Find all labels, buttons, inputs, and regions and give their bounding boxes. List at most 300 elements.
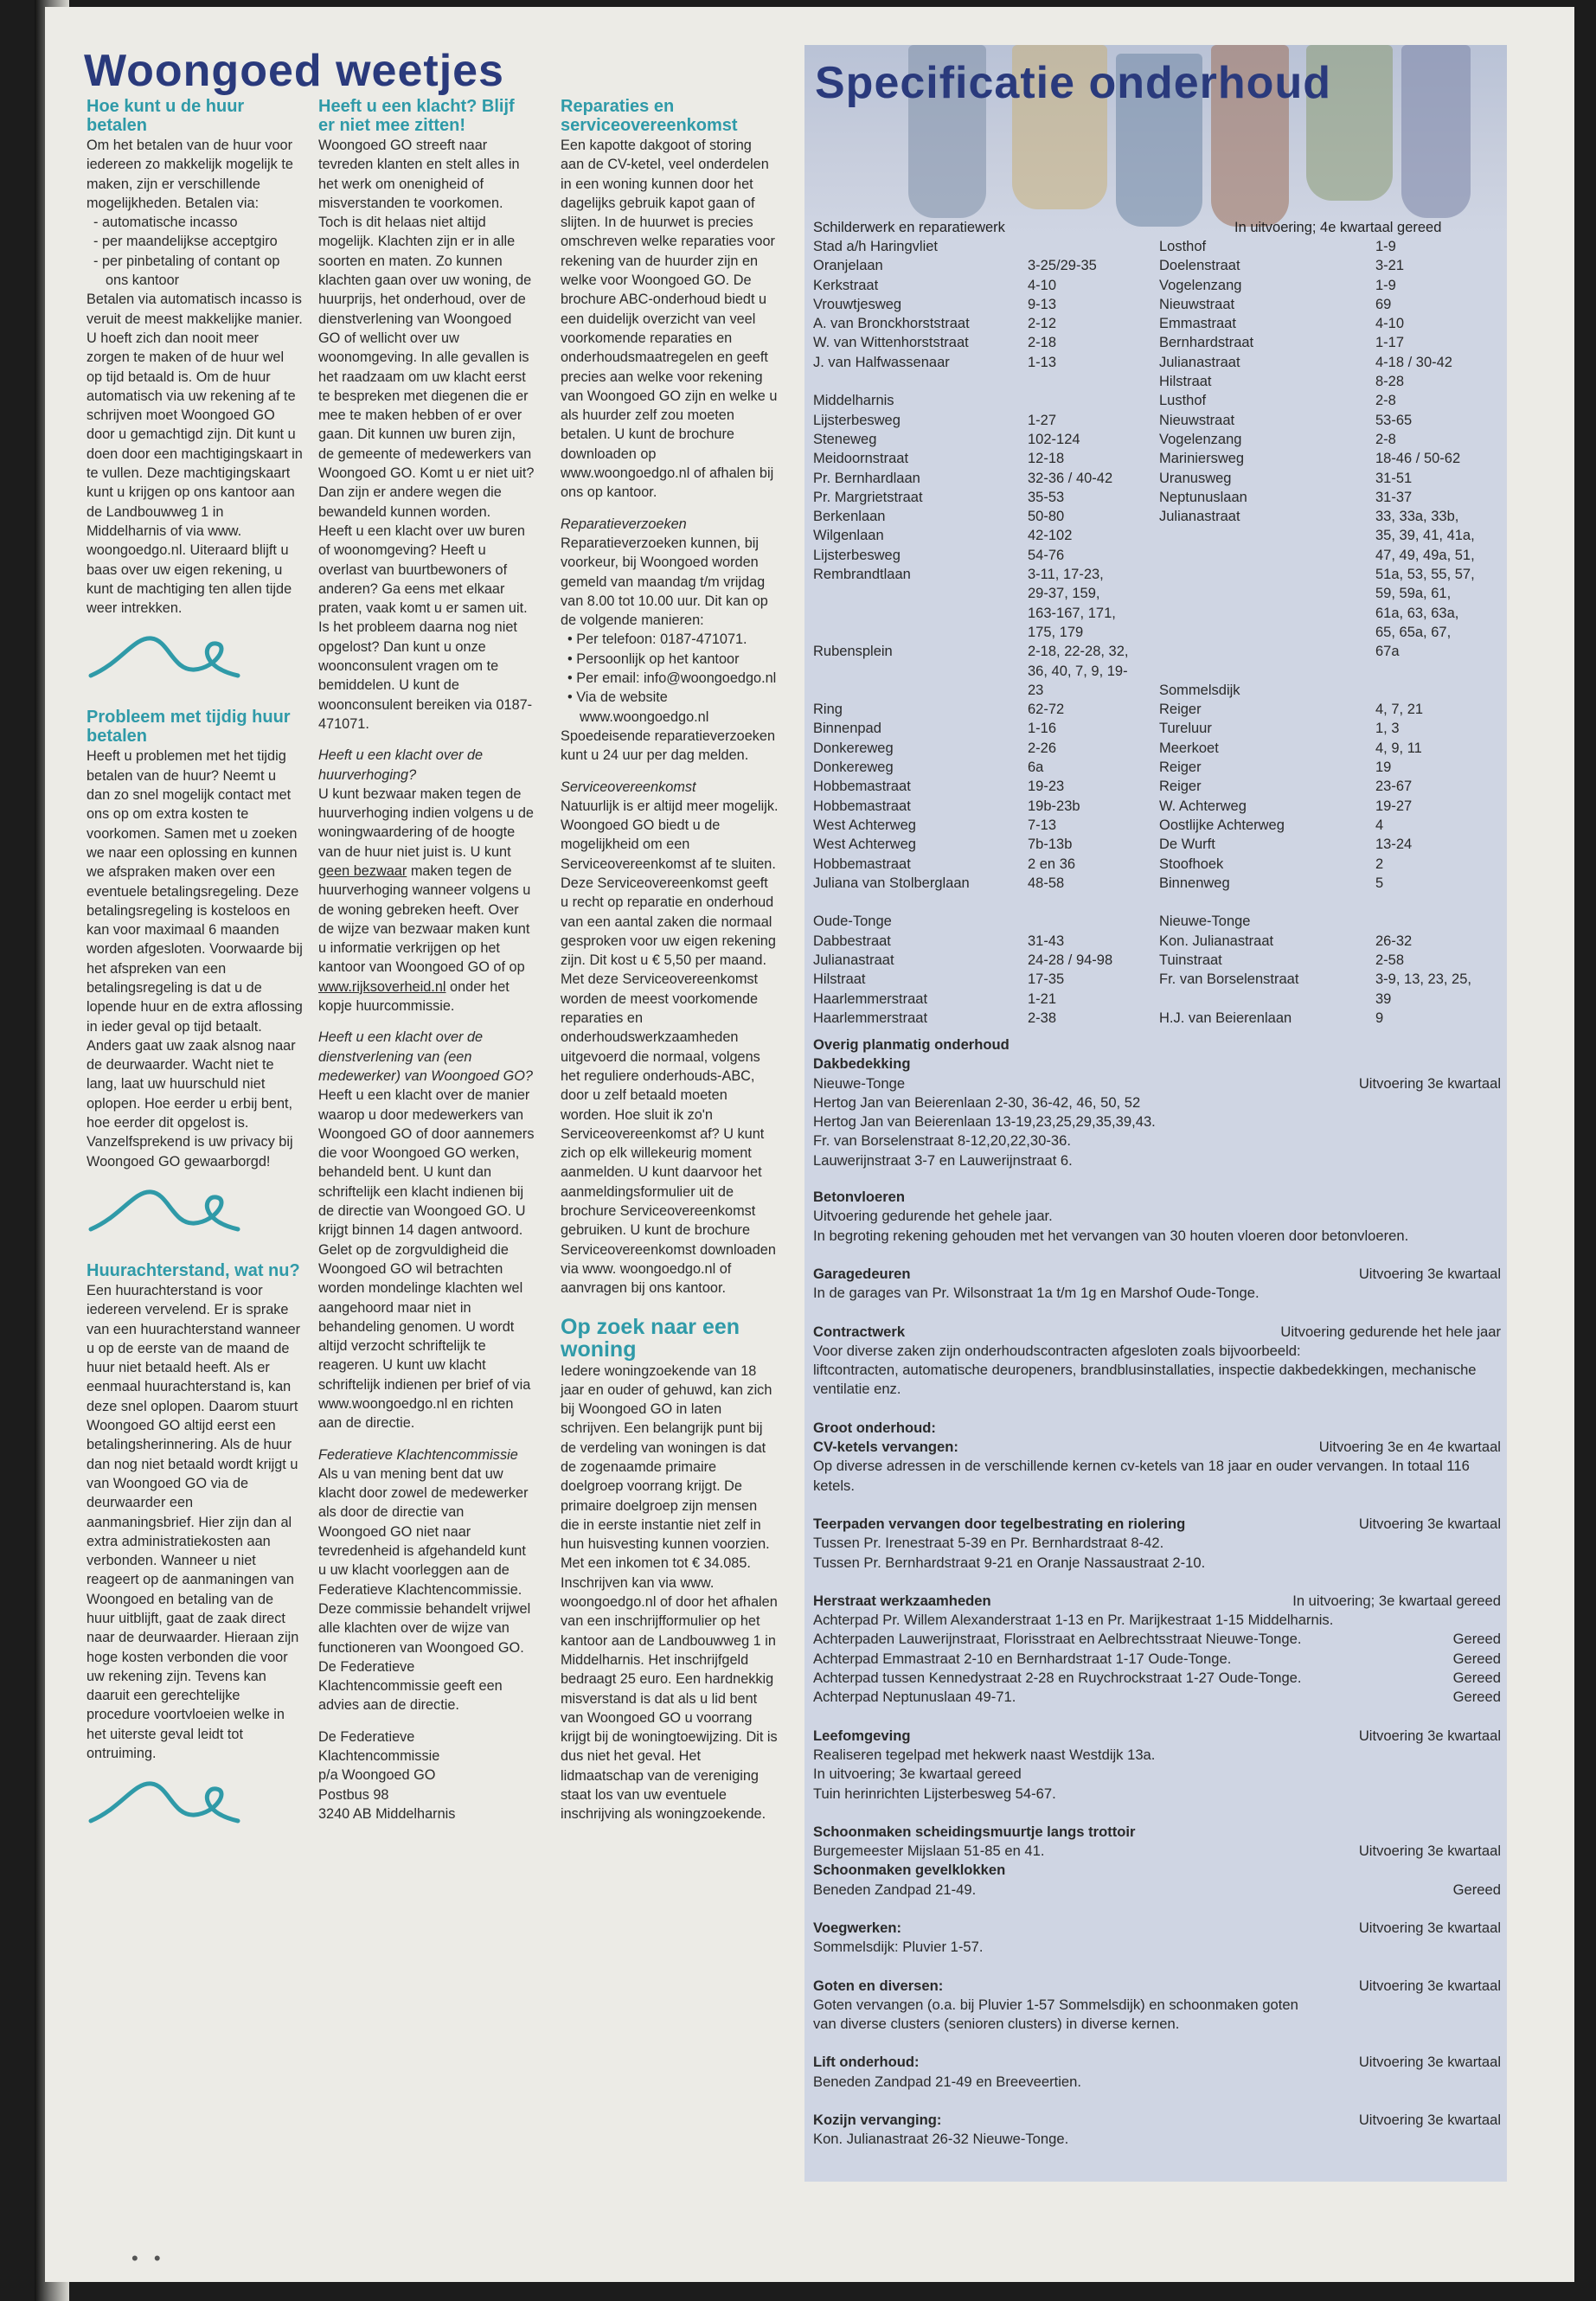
street-name: Julianastraat: [1159, 509, 1240, 525]
house-numbers: 50-80: [1028, 509, 1065, 525]
schedule-row: [813, 739, 1142, 758]
house-numbers: 4-10: [1375, 316, 1405, 332]
block-groot-onderhoud: Groot onderhoud: CV-ketels vervangen: Uitvoering 3e en 4e kwartaal Op diverse adressen in de verschillende kernen cv-ketels van 18 jaar en ouder vervangen. In totaal 116 ketels.: [813, 1419, 1501, 1494]
house-numbers: 5: [1375, 875, 1384, 891]
schedule-row: [1159, 604, 1498, 623]
house-numbers: 6a: [1028, 760, 1044, 776]
street-name: Julianastraat: [813, 952, 894, 968]
paragraph: Iedere woningzoekende van 18 jaar en ouder of gehuwd, kan zich bij Woongoed GO in laten schrijven. Een belangrijk punt bij de verdeling van woningen is dat de zogenaamde primaire doelgroep voorrang krijgt. De primaire doelgroep zijn mensen die in eerste instantie niet zelf in hun huisvesting kunnen voorzien. Met een inkomen tot € 34.085. Inschrijven kan via www. woongoedgo.nl of door het afhalen van een inschrijfformulier op het kantoor aan de Landbouwweg 1 in Middelharnis. Het inschrijfgeld bedraagt 25 euro. Een hardnekkig misverstand is dat als u lid bent van Woongoed GO u voorrang krijgt bij de woningtoewijzing. Dit is dus niet het geval. Het lidmaatschap van de vereniging staat los van uw eventuele inschrijving als woningzoekende.: [561, 1362, 778, 1823]
street-name: J. van Halfwassenaar: [813, 354, 950, 370]
schedule-right: [1159, 237, 1498, 1028]
street-name: Kerkstraat: [813, 277, 879, 293]
schedule-row: [1159, 777, 1498, 796]
street-name: Meerkoet: [1159, 740, 1219, 756]
paragraph-huurverhoging: U kunt bezwaar maken tegen de huurverhoging indien volgens u de woningwaardering of de hoogte van de huur niet juist is. U kunt geen bezwaar maken tegen de huurverhoging wanneer volgens u de woning gebreken heeft. Over de wijze van bezwaar maken kunt u informatie verkrijgen op het kantoor van Woongoed GO of op www.rijksoverheid.nl onder het kopje huurcommissie.: [318, 785, 534, 1015]
schedule-row: [813, 488, 1142, 507]
schedule-row: [1159, 507, 1498, 526]
status-badge: Gereed: [1452, 1881, 1501, 1898]
schedule-row: [813, 951, 1142, 970]
street-name: Emmastraat: [1159, 316, 1236, 332]
schedule-row: [1159, 237, 1498, 256]
paragraph: Om het betalen van de huur voor iedereen zo makkelijk mogelijk te maken, zijn er verschillende mogelijkheden. Betalen via:: [87, 138, 293, 211]
schedule-row: [1159, 662, 1498, 681]
list-item: - automatische incasso: [106, 213, 303, 232]
house-numbers: [1375, 662, 1498, 681]
schedule-row: [813, 565, 1142, 584]
street-name: [1159, 604, 1375, 623]
brush-icon: [1401, 45, 1471, 218]
status-badge: Uitvoering 3e kwartaal: [1358, 2054, 1501, 2071]
schedule-row: [1159, 797, 1498, 816]
schedule-row: [813, 1009, 1142, 1028]
street-name: De Wurft: [1159, 836, 1215, 853]
street-name: Lijsterbesweg: [813, 547, 901, 563]
street-name: Berkenlaan: [813, 509, 886, 525]
street-name: Meidoornstraat: [813, 451, 909, 467]
status-badge: Uitvoering 3e en 4e kwartaal: [1318, 1439, 1501, 1456]
heading-huur-betalen: Hoe kunt u de huur betalen: [87, 97, 245, 135]
schedule-row: [1159, 565, 1498, 584]
schedule-row: [813, 333, 1142, 352]
status-badge: Uitvoering 3e kwartaal: [1358, 1074, 1501, 1092]
schedule-row: [1159, 256, 1498, 275]
street-name: Rembrandtlaan: [813, 567, 911, 583]
street-name: [813, 372, 1028, 391]
street-name: Lusthof: [1159, 393, 1207, 409]
street-name: Oude-Tonge: [813, 913, 892, 930]
house-numbers: 48-58: [1028, 875, 1065, 891]
house-numbers: 4: [1375, 817, 1384, 833]
house-numbers: 175, 179: [1028, 624, 1084, 640]
schedule-row: [813, 391, 1142, 410]
schedule-row: [1159, 449, 1498, 468]
street-name: A. van Bronckhorststraat: [813, 316, 970, 332]
schedule-row: [1159, 333, 1498, 352]
status-badge: Uitvoering 3e kwartaal: [1358, 2112, 1501, 2129]
house-numbers: 4-18 / 30-42: [1375, 354, 1452, 370]
schedule-row: [813, 469, 1142, 488]
list-item: • Per telefoon: 0187-471071.: [580, 630, 779, 649]
street-name: [1159, 990, 1375, 1009]
paragraph: Als u van mening bent dat uw klacht door zowel de medewerker als door de directie van Woongoed GO niet naar tevredenheid is afgehandeld kunt u uw klacht voorleggen aan de Federatieve Klachtencommissie. Deze commissie behandelt vrijwel alle klachten over de wijze van functioneren van Woongoed GO. De Federatieve Klachtencommissie geeft een advies aan de directie.: [318, 1465, 531, 1714]
house-numbers: 35-53: [1028, 489, 1065, 505]
schedule-row: [1159, 353, 1498, 372]
house-numbers: 9: [1375, 1009, 1384, 1026]
house-numbers: [1375, 912, 1498, 931]
house-numbers: 17-35: [1028, 971, 1065, 988]
flourish-icon: [87, 628, 242, 689]
street-name: Steneweg: [813, 431, 877, 447]
street-name: [1159, 662, 1375, 681]
street-name: Reiger: [1159, 779, 1202, 795]
schedule-row: [1159, 681, 1498, 700]
schedule-row: [813, 372, 1142, 391]
street-name: Nieuwstraat: [1159, 412, 1235, 428]
house-numbers: [1028, 372, 1142, 391]
schedule-row: [813, 507, 1142, 526]
schedule-row: [1159, 816, 1498, 835]
house-numbers: 9-13: [1028, 296, 1057, 312]
house-numbers: 31-37: [1375, 489, 1413, 505]
street-name: Haarlemmerstraat: [813, 990, 928, 1007]
list-item: • Via de website www.woongoedgo.nl: [580, 688, 779, 727]
subheading-dienstverlening: Heeft u een klacht over de dienstverlening van (een medewerker) van Woongoed GO?: [318, 1029, 533, 1084]
house-numbers: 2-12: [1028, 316, 1057, 332]
street-name: Oostlijke Achterweg: [1159, 817, 1285, 833]
paragraph: Een huurachterstand is voor iedereen vervelend. Er is sprake van een huurachterstand wanneer u op de eerste van de maand de huur niet betaald heeft. Als er eenmaal huurachterstand is, kan deze snel oplopen. Daarom stuurt Woongoed GO altijd eerst een betalingsherinnering. Als de huur dan nog niet betaald wordt krijgt u van Woongoed GO via de deurwaarder een aanmaningsbrief. Hier zijn dan al extra administratiekosten aan verbonden. Wanneer u niet reageert op de aanmaningen van Woongoed en betaling van de huur uitblijft, gaat de zaak direct naar de deurwaarder. Hieraan zijn hoge kosten verbonden die voor uw rekening zijn. Tevens kan daaruit een gerechtelijke procedure voortvloeien welke in het uiterste geval leidt tot ontruiming.: [87, 1282, 301, 1762]
street-name: Reiger: [1159, 760, 1202, 776]
street-name: Doelenstraat: [1159, 258, 1240, 274]
house-numbers: 1-17: [1375, 335, 1405, 351]
schedule-row: [813, 546, 1142, 565]
house-numbers: 12-18: [1028, 451, 1065, 467]
street-name: Haarlemmerstraat: [813, 1009, 928, 1026]
subheading-federatieve: Federatieve Klachtencommissie: [318, 1446, 518, 1463]
street-name: Juliana van Stolberglaan: [813, 875, 970, 891]
block-schoonmaken: Schoonmaken scheidingsmuurtje langs trottoir Burgemeester Mijslaan 51-85 en 41. Uitvoering 3e kwartaal Schoonmaken gevelklokken Beneden Zandpad 21-49. Gereed: [813, 1823, 1501, 1900]
house-numbers: 53-65: [1375, 412, 1413, 428]
schedule-row: [1159, 391, 1498, 410]
schedule-row: [1159, 835, 1498, 854]
schedule-row: [813, 758, 1142, 777]
house-numbers: 67a: [1375, 644, 1400, 660]
schedule-row: [813, 912, 1142, 931]
street-name: Ring: [813, 702, 843, 718]
heading-reparaties: Reparaties en serviceovereenkomst: [561, 97, 738, 135]
heading-klacht: Heeft u een klacht? Blijf er niet mee zitten!: [318, 97, 515, 135]
house-numbers: 2-18, 22-28, 32,: [1028, 644, 1129, 660]
house-numbers: 8-28: [1375, 374, 1405, 390]
street-name: [813, 681, 1028, 700]
house-numbers: [1028, 237, 1142, 256]
house-numbers: 1, 3: [1375, 721, 1400, 737]
schedule-row: [813, 295, 1142, 314]
street-name: [1159, 546, 1375, 565]
street-name: [1159, 623, 1375, 642]
list-item: • Per email: info@woongoedgo.nl: [580, 669, 779, 688]
house-numbers: [1028, 893, 1142, 912]
heading-probleem-betalen: Probleem met tijdig huur betalen: [87, 708, 291, 747]
schedule-row: [813, 681, 1142, 700]
schedule-row: [1159, 932, 1498, 951]
house-numbers: 36, 40, 7, 9, 19-: [1028, 663, 1128, 679]
schedule-row: [813, 604, 1142, 623]
street-name: Binnenweg: [1159, 875, 1230, 891]
schedule-row: [1159, 372, 1498, 391]
house-numbers: 51a, 53, 55, 57,: [1375, 567, 1475, 583]
house-numbers: 4-10: [1028, 277, 1057, 293]
house-numbers: 19-23: [1028, 779, 1065, 795]
street-name: [1159, 565, 1375, 584]
street-name: [1159, 526, 1375, 545]
street-name: Vogelenzang: [1159, 431, 1242, 447]
street-name: Vrouwtjesweg: [813, 296, 902, 312]
house-numbers: 163-167, 171,: [1028, 605, 1116, 621]
street-name: Hilstraat: [1159, 374, 1212, 390]
street-name: Vogelenzang: [1159, 277, 1242, 293]
street-name: [813, 623, 1028, 642]
schedule-row: [1159, 951, 1498, 970]
street-name: [1159, 893, 1375, 912]
street-name: Uranusweg: [1159, 470, 1232, 486]
house-numbers: 102-124: [1028, 431, 1080, 447]
house-numbers: 19-27: [1375, 798, 1413, 814]
house-numbers: 13-24: [1375, 836, 1413, 853]
column-repairs: [561, 97, 779, 1824]
house-numbers: 7-13: [1028, 817, 1057, 833]
schedule-row: [1159, 526, 1498, 545]
street-name: Lijsterbesweg: [813, 412, 901, 428]
schedule-row: [1159, 411, 1498, 430]
schedule-row: [813, 719, 1142, 738]
house-numbers: 29-37, 159,: [1028, 586, 1100, 602]
heading-huurachterstand: Huurachterstand, wat nu?: [87, 1260, 300, 1280]
street-name: W. van Wittenhorststraat: [813, 335, 969, 351]
street-name: Pr. Bernhardlaan: [813, 470, 920, 486]
list-item: - per maandelijkse acceptgiro: [106, 232, 303, 251]
house-numbers: 2-58: [1375, 952, 1405, 968]
schedule-row: [813, 256, 1142, 275]
street-name: Dabbestraat: [813, 933, 891, 949]
house-numbers: 1-9: [1375, 277, 1396, 293]
house-numbers: 2 en 36: [1028, 856, 1076, 872]
status-badge: Uitvoering 3e kwartaal: [1358, 1727, 1501, 1744]
schedule-row: [813, 526, 1142, 545]
schedule-row: [813, 835, 1142, 854]
street-name: [1159, 642, 1375, 661]
schedule-header: Schilderwerk en reparatiewerk In uitvoering; 4e kwartaal gereed: [813, 220, 1442, 235]
schedule-row: [1159, 874, 1498, 893]
block-leefomgeving: Leefomgeving Uitvoering 3e kwartaal Realiseren tegelpad met hekwerk naast Westdijk 13a. In uitvoering; 3e kwartaal gereed Tuin herinrichten Lijsterbesweg 54-67.: [813, 1727, 1501, 1802]
schedule-row: [1159, 314, 1498, 333]
street-name: [1159, 584, 1375, 603]
house-numbers: 23-67: [1375, 779, 1413, 795]
street-name: Binnenpad: [813, 721, 881, 737]
house-numbers: 2: [1375, 856, 1384, 872]
schedule-row: [813, 642, 1142, 661]
schedule-row: [1159, 642, 1498, 661]
schedule-row: [1159, 276, 1498, 295]
block-goten: Goten en diversen: Uitvoering 3e kwartaal Goten vervangen (o.a. bij Pluvier 1-57 Sommelsdijk) en schoonmaken goten van diverse clusters (senioren clusters) in diverse kernen.: [813, 1977, 1501, 2033]
maintenance-panel: [804, 45, 1507, 2182]
house-numbers: 2-8: [1375, 393, 1396, 409]
street-name: Losthof: [1159, 239, 1207, 254]
paragraph: Natuurlijk is er altijd meer mogelijk. Woongoed GO biedt u de mogelijkheid om een Serviceovereenkomst af te sluiten. Deze Serviceovereenkomst geeft u recht op reparatie en onderhoud van een aantal zaken die normaal gesproken voor uw eigen rekening zijn. Dit kost u € 5,50 per maand. Met deze Serviceovereenkomst worden de meest voorkomende reparaties en onderhoudswerkzaamheden uitgevoerd die normaal, volgens het reguliere onderhouds-ABC, door u zelf betaald moeten worden. Hoe sluit ik zo'n Serviceovereenkomst af? U kunt zich op elk willekeurig moment aanmelden. U kunt daarvoor het aanmeldingsformulier uit de brochure Serviceovereenkomst gebruiken. U kunt de brochure Serviceovereenkomst downloaden via www. woongoedgo.nl of aanvragen bij ons kantoor.: [561, 798, 779, 1297]
house-numbers: 61a, 63, 63a,: [1375, 605, 1459, 621]
contact-methods-list: [561, 630, 779, 726]
schedule-row: [813, 816, 1142, 835]
schedule-row: [813, 584, 1142, 603]
house-numbers: 1-21: [1028, 990, 1057, 1007]
address-block: De Federatieve Klachtencommissie p/a Woongoed GO Postbus 98 3240 AB Middelharnis: [318, 1728, 456, 1822]
paragraph: Heeft u problemen met het tijdig betalen van de huur? Neemt u dan zo snel mogelijk contact met ons op om extra kosten te voorkomen. Samen met u zoeken we naar een oplossing en kunnen we afspraken maken over een eventuele betalingsregeling. Deze betalingsregeling is kosteloos en kan voor maximaal 6 maanden worden afgesloten. Voorwaarde bij het afspreken van een betalingsregeling is dat u de lopende huur en de extra aflossing in ieder geval op tijd betaalt. Anders gaat uw zaak alsnog naar de deurwaarder. Wacht niet te lang, laat uw huurschuld niet oplopen. Hoe eerder u erbij bent, hoe eerder dit opgelost is. Vanzelfsprekend is uw privacy bij Woongoed GO gewaarborgd!: [87, 748, 303, 1170]
street-name: H.J. van Beierenlaan: [1159, 1009, 1292, 1026]
schedule-row: [1159, 970, 1498, 989]
street-name: Kon. Julianastraat: [1159, 933, 1274, 949]
house-numbers: 47, 49, 49a, 51,: [1375, 547, 1475, 563]
house-numbers: 42-102: [1028, 528, 1073, 544]
schedule-row: [813, 990, 1142, 1009]
block-teerpaden: Teerpaden vervangen door tegelbestrating en riolering Uitvoering 3e kwartaal Tussen Pr. Irenestraat 5-39 en Pr. Bernhardstraat 8-42. Tussen Pr. Bernhardstraat 9-21 en Oranje Nassaustraat 2-10.: [813, 1515, 1501, 1571]
street-name: [813, 584, 1028, 603]
schedule-row: [813, 623, 1142, 642]
street-name: Nieuwe-Tonge: [1159, 913, 1251, 930]
schedule-left: [813, 237, 1142, 1028]
subheading-serviceovereenkomst: Serviceovereenkomst: [561, 779, 696, 795]
house-numbers: [1028, 391, 1142, 410]
schedule-row: [1159, 295, 1498, 314]
street-name: Bernhardstraat: [1159, 335, 1254, 351]
heading-woning-zoeken: Op zoek naar een woning: [561, 1314, 740, 1362]
house-numbers: 2-26: [1028, 740, 1057, 756]
house-numbers: 65, 65a, 67,: [1375, 624, 1452, 640]
house-numbers: 19b-23b: [1028, 798, 1080, 814]
house-numbers: 59, 59a, 61,: [1375, 586, 1452, 602]
house-numbers: 3-21: [1375, 258, 1405, 274]
schedule-row: [813, 797, 1142, 816]
overig-onderhoud: [813, 1035, 1501, 2169]
street-name: Tuinstraat: [1159, 952, 1222, 968]
house-numbers: 69: [1375, 296, 1392, 312]
house-numbers: 3-9, 13, 23, 25,: [1375, 971, 1471, 988]
street-name: Stad a/h Haringvliet: [813, 239, 938, 254]
paragraph: Woongoed GO streeft naar tevreden klanten en stelt alles in het werk om onenigheid of misverstanden te voorkomen. Toch is dit helaas niet altijd mogelijk. Klachten zijn er in alle soorten en maten. Zo kunnen klachten gaan over uw woning, de huurprijs, het onderhoud, over de dienstverlening van Woongoed GO of wellicht over uw woonomgeving. In alle gevallen is het raadzaam om uw klacht eerst te bespreken met diegenen die er mee te maken hebben of er over gaan. Dit kunnen uw buren zijn, de gemeente of medewerkers van Woongoed GO. Komt u er niet uit? Dan zijn er andere wegen die bewandeld kunnen worden.: [318, 138, 535, 520]
schedule-row: [813, 700, 1142, 719]
street-name: [813, 662, 1028, 681]
street-name: W. Achterweg: [1159, 798, 1247, 814]
status-badge: Uitvoering 3e kwartaal: [1358, 1515, 1501, 1532]
house-numbers: 1-27: [1028, 412, 1057, 428]
house-numbers: 4, 7, 21: [1375, 702, 1424, 718]
schedule-row: [813, 430, 1142, 449]
paragraph: Een kapotte dakgoot of storing aan de CV-ketel, veel onderdelen in een woning kunnen door het dagelijks gebruik kapot gaan of slijten. In de huurwet is precies omschreven welke reparaties voor rekening van de huurder zijn en welke voor Woongoed GO. De brochure ABC-onderhoud biedt u een duidelijk overzicht van veel voorkomende reparaties en onderhoudsmaatregelen en geeft precies aan welke voor rekening van Woongoed GO zijn en welke u als huurder zelf zou moeten betalen. U kunt de brochure downloaden op www.woongoedgo.nl of afhalen bij ons op kantoor.: [561, 138, 778, 501]
column-complaints: [318, 97, 535, 1823]
street-name: Neptunuslaan: [1159, 489, 1247, 505]
street-name: Rubensplein: [813, 644, 893, 660]
house-numbers: 7b-13b: [1028, 836, 1073, 853]
house-numbers: [1028, 912, 1142, 931]
house-numbers: 1-13: [1028, 354, 1057, 370]
schedule-row: [813, 314, 1142, 333]
paragraph: Reparatieverzoeken kunnen, bij voorkeur, bij Woongoed worden gemeld van maandag t/m vrijdag van 8.00 tot 10.00 uur. Dit kan op de volgende manieren:: [561, 535, 768, 629]
flourish-icon: [87, 1182, 242, 1242]
block-voegwerken: Voegwerken: Uitvoering 3e kwartaal Sommelsdijk: Pluvier 1-57.: [813, 1919, 1501, 1956]
street-name: Fr. van Borselenstraat: [1159, 971, 1299, 988]
status-badge: In uitvoering; 3e kwartaal gereed: [1292, 1592, 1501, 1609]
street-name: Mariniersweg: [1159, 451, 1245, 467]
subheading-reparatieverzoeken: Reparatieverzoeken: [561, 516, 687, 532]
schedule-row: [813, 449, 1142, 468]
schedule-row: [1159, 1009, 1498, 1028]
house-numbers: [1375, 681, 1498, 700]
paragraph: Heeft u een klacht over de manier waarop u door medewerkers van Woongoed GO of door aannemers die voor Woongoed GO werken, behandeld bent. U kunt dan schriftelijk een klacht indienen bij de directie van Woongoed GO. U krijgt binnen 14 dagen antwoord. Gelet op de zorgvuldigheid die Woongoed GO wil betrachten worden mondelinge klachten wel aangehoord maar niet in behandeling genomen. U wordt altijd verzocht schriftelijk te reageren. U kunt uw klacht schriftelijk indienen per brief of via www.woongoedgo.nl en richten aan de directie.: [318, 1087, 535, 1432]
street-name: Pr. Margrietstraat: [813, 489, 923, 505]
subheading-huurverhoging: Heeft u een klacht over de huurverhoging?: [318, 747, 484, 783]
emphasis-geen-bezwaar: geen bezwaar: [318, 862, 407, 879]
street-name: Tureluur: [1159, 721, 1212, 737]
schedule-row: [813, 662, 1142, 681]
street-name: Hobbemastraat: [813, 856, 911, 872]
payment-methods-list: [87, 213, 303, 290]
house-numbers: 2-38: [1028, 1009, 1057, 1026]
house-numbers: 1-9: [1375, 239, 1396, 254]
schedule-row: [813, 777, 1142, 796]
schedule-row: [1159, 488, 1498, 507]
block-dakbedekking: Overig planmatig onderhoud Dakbedekking Nieuwe-Tonge Uitvoering 3e kwartaal Hertog Jan van Beierenlaan 2-30, 36-42, 46, 50, 52 Hertog Jan van Beierenlaan 13-19,23,25,29,35,39,43. Fr. van Borselenstraat 8-12,20,22,30-36. Lauwerijnstraat 3-7 en Lauwerijnstraat 6.: [813, 1036, 1501, 1169]
paragraph: Spoedeisende reparatieverzoeken kunt u 24 uur per dag melden.: [561, 727, 776, 764]
street-name: Hilstraat: [813, 971, 866, 988]
house-numbers: 2-8: [1375, 431, 1396, 447]
street-name: West Achterweg: [813, 836, 916, 853]
page-marks: • •: [131, 2247, 166, 2269]
house-numbers: 2-18: [1028, 335, 1057, 351]
schedule-row: [1159, 700, 1498, 719]
house-numbers: 18-46 / 50-62: [1375, 451, 1461, 467]
schedule-row: [1159, 469, 1498, 488]
status-badge: Uitvoering 3e kwartaal: [1358, 1843, 1501, 1860]
schedule-row: [1159, 584, 1498, 603]
schedule-row: [1159, 893, 1498, 912]
schedule-row: [1159, 546, 1498, 565]
schedule-row: [813, 855, 1142, 874]
schedule-row: [813, 874, 1142, 893]
house-numbers: 33, 33a, 33b,: [1375, 509, 1459, 525]
house-numbers: 4, 9, 11: [1375, 740, 1422, 756]
street-name: Wilgenlaan: [813, 528, 884, 544]
schedule-row: [1159, 430, 1498, 449]
street-name: Hobbemastraat: [813, 779, 911, 795]
block-kozijn: Kozijn vervanging: Uitvoering 3e kwartaal Kon. Julianastraat 26-32 Nieuwe-Tonge.: [813, 2112, 1501, 2148]
status-badge: Uitvoering 3e kwartaal: [1358, 1265, 1501, 1282]
schedule-row: [813, 276, 1142, 295]
street-name: Julianastraat: [1159, 354, 1240, 370]
street-name: Sommelsdijk: [1159, 682, 1240, 698]
block-betonvloeren: Betonvloeren Uitvoering gedurende het gehele jaar. In begroting rekening gehouden met het vervangen van 30 houten vloeren door betonvloeren.: [813, 1189, 1409, 1244]
schedule-row: [813, 411, 1142, 430]
house-numbers: 32-36 / 40-42: [1028, 470, 1113, 486]
street-name: Stoofhoek: [1159, 856, 1224, 872]
schedule-row: [1159, 739, 1498, 758]
street-name: Hobbemastraat: [813, 798, 911, 814]
street-name: Donkereweg: [813, 740, 894, 756]
schedule-row: [1159, 623, 1498, 642]
block-garagedeuren: Garagedeuren Uitvoering 3e kwartaal In de garages van Pr. Wilsonstraat 1a t/m 1g en Marshof Oude-Tonge.: [813, 1265, 1501, 1302]
street-name: [813, 893, 1028, 912]
house-numbers: 31-43: [1028, 933, 1065, 949]
schedule-row: [813, 237, 1142, 256]
house-numbers: 54-76: [1028, 547, 1065, 563]
list-item: - per pinbetaling of contant op ons kantoor: [106, 252, 303, 291]
street-name: Middelharnis: [813, 393, 894, 409]
paragraph: Heeft u een klacht over uw buren of woonomgeving? Heeft u overlast van buurtbewoners of anderen? Ga eens met elkaar praten, vaak komt u er samen uit. Is het probleem daarna nog niet opgelost? Dan kunt u onze woonconsulent vragen om te bemiddelen. U kunt de woonconsulent bereiken via 0187-471071.: [318, 522, 533, 732]
column-payment: [87, 97, 303, 1853]
link-rijksoverheid[interactable]: www.rijksoverheid.nl: [318, 978, 446, 995]
schedule-row: [1159, 912, 1498, 931]
street-name: Oranjelaan: [813, 258, 883, 274]
schedule-row: [813, 893, 1142, 912]
schedule-row: [813, 353, 1142, 372]
panel-title: Specificatie onderhoud: [815, 58, 1331, 108]
schedule-row: [1159, 758, 1498, 777]
house-numbers: 35, 39, 41, 41a,: [1375, 528, 1475, 544]
status-badge: Uitvoering gedurende het hele jaar: [1280, 1323, 1501, 1340]
status-badge: Uitvoering 3e kwartaal: [1358, 1977, 1501, 1994]
street-name: [813, 604, 1028, 623]
schedule-row: [1159, 855, 1498, 874]
list-item: • Persoonlijk op het kantoor: [580, 650, 779, 669]
house-numbers: 3-25/29-35: [1028, 258, 1097, 274]
street-name: Reiger: [1159, 702, 1202, 718]
